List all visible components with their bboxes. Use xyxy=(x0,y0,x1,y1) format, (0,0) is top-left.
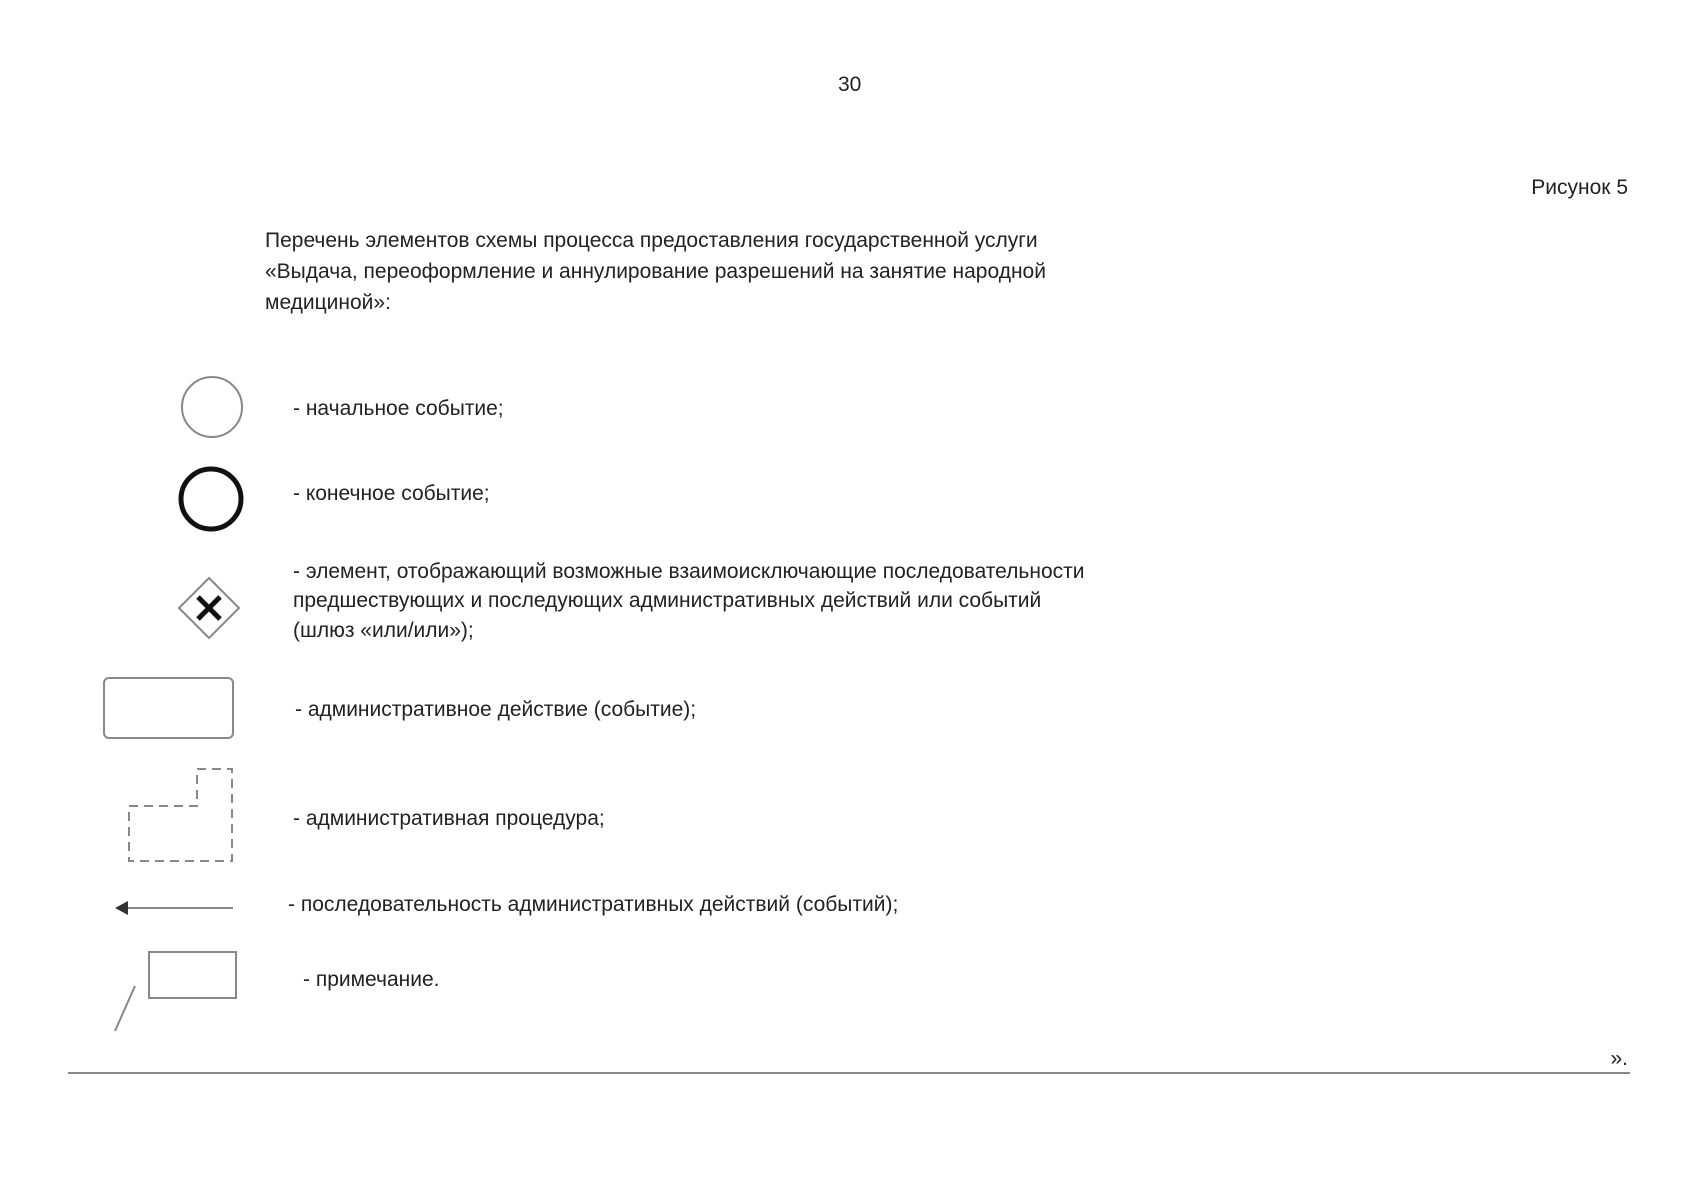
end-event-icon xyxy=(181,469,241,529)
intro-line: «Выдача, переоформление и аннулирование разрешений на занятие народной xyxy=(265,260,1046,283)
intro-line: Перечень элементов схемы процесса предоставления государственной услуги xyxy=(265,229,1038,252)
note-icon xyxy=(115,952,236,1031)
action-icon xyxy=(104,678,233,738)
legend-action: - административное действие (событие); xyxy=(295,698,697,721)
closing-quote: ». xyxy=(1610,1047,1628,1070)
legend-note: - примечание. xyxy=(303,968,440,991)
legend-gateway: предшествующих и последующих административных действий или событий xyxy=(293,589,1042,612)
sequence-arrow-icon xyxy=(115,901,233,915)
legend-sequence: - последовательность административных действий (событий); xyxy=(288,893,899,916)
legend-gateway: (шлюз «или/или»); xyxy=(293,619,474,642)
procedure-icon xyxy=(129,769,232,861)
page-number: 30 xyxy=(838,73,862,96)
start-event-icon xyxy=(182,377,242,437)
legend-end-event: - конечное событие; xyxy=(293,482,490,505)
legend-gateway: - элемент, отображающий возможные взаимоисключающие последовательности xyxy=(293,560,1085,583)
legend-procedure: - административная процедура; xyxy=(293,807,605,830)
legend-start-event: - начальное событие; xyxy=(293,397,504,420)
gateway-icon xyxy=(179,578,239,638)
intro-line: медициной»: xyxy=(265,291,391,314)
figure-label: Рисунок 5 xyxy=(1531,176,1628,199)
